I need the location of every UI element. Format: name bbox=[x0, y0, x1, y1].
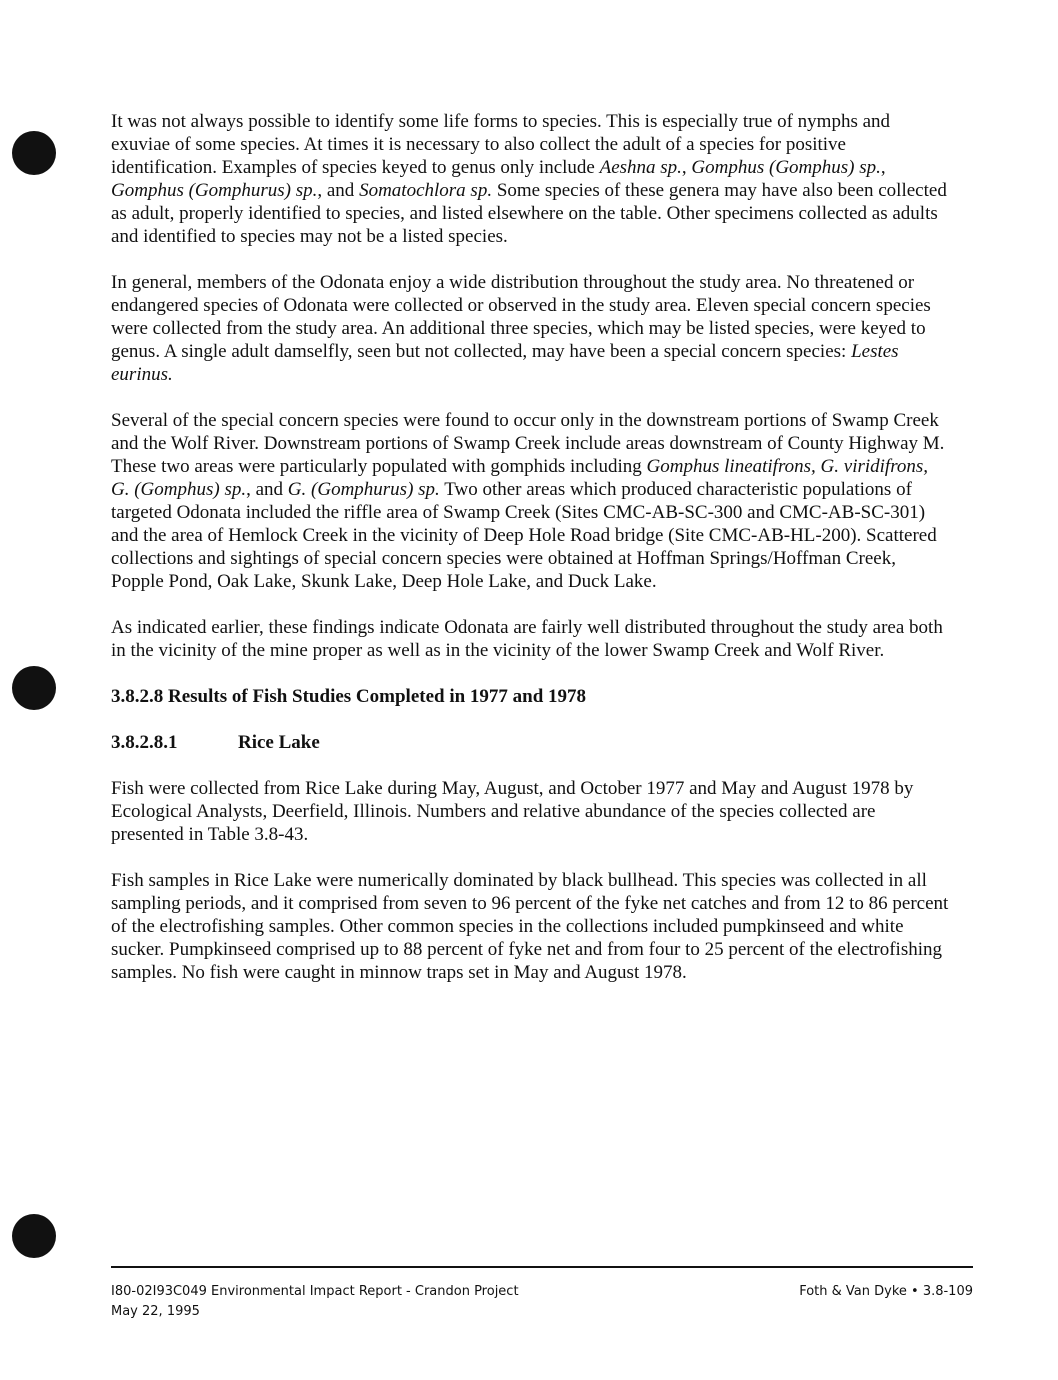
paragraph-rice-lake-collection bbox=[111, 777, 951, 846]
species-name: Aeshna sp. bbox=[599, 157, 682, 178]
subsection-number: 3.8.2.8.1 bbox=[111, 732, 178, 753]
subsection-title: Rice Lake bbox=[238, 732, 320, 753]
paragraph-special-concern-species bbox=[111, 409, 951, 593]
paragraph-findings-summary bbox=[111, 616, 951, 662]
subsection-heading bbox=[111, 731, 951, 754]
species-name: G. (Gomphurus) sp. bbox=[287, 479, 440, 500]
species-name: Gomphus lineatifrons, G. viridifrons, G. (Gomphus) sp. bbox=[111, 456, 929, 500]
paragraph-text: Fish were collected from Rice Lake during May, August, and October 1977 and May and August 1978 by Ecological Analysts, Deerfield, Illinois. Numbers and relative abundance of the species collected are presented in Table 3.8-43. bbox=[111, 778, 914, 845]
paragraph-odonata-distribution bbox=[111, 271, 951, 386]
paragraph-text: , bbox=[880, 157, 886, 178]
paragraph-text: , and bbox=[317, 180, 360, 201]
binder-hole-middle bbox=[12, 666, 56, 710]
paragraph-text: In general, members of the Odonata enjoy a wide distribution throughout the study area. No threatened or endangered species of Odonata were collected or observed in the study area. Eleven special concern species were collected from the study area. An additional three species, which may be listed species, were keyed to genus. A single adult damselfly, seen but not collected, may have been a special concern species: bbox=[111, 272, 931, 362]
species-name: Lestes eurinus. bbox=[111, 341, 899, 385]
body-text bbox=[111, 110, 951, 1007]
species-name: Gomphus (Gomphurus) sp. bbox=[111, 180, 318, 201]
binder-hole-bottom bbox=[12, 1214, 56, 1258]
paragraph-text: , and bbox=[246, 479, 288, 500]
paragraph-text: As indicated earlier, these findings indicate Odonata are fairly well distributed throughout the study area both in the vicinity of the mine proper as well as in the vicinity of the lower Swamp Creek and Wolf River. bbox=[111, 617, 943, 661]
footer-document-id: I80-02I93C049 Environmental Impact Report - Crandon Project bbox=[111, 1284, 519, 1299]
paragraph-text: It was not always possible to identify some life forms to species. This is especially true of nymphs and exuviae of some species. At times it is necessary to also collect the adult of a species for positive identification. Examples of species keyed to genus only include bbox=[111, 111, 891, 178]
footer-page-number: Foth & Van Dyke • 3.8-109 bbox=[799, 1284, 973, 1299]
paragraph-species-identification bbox=[111, 110, 951, 248]
binder-hole-top bbox=[12, 131, 56, 175]
paragraph-text: , bbox=[681, 157, 692, 178]
species-name: Gomphus (Gomphus) sp. bbox=[691, 157, 881, 178]
species-name: Somatochlora sp. bbox=[359, 180, 493, 201]
footer-left bbox=[111, 1282, 519, 1322]
paragraph-text: Some species of these genera may have also been collected as adult, properly identified to species, and listed elsewhere on the table. Other specimens collected as adults and identified to species may not be a listed species. bbox=[111, 180, 947, 247]
footer-date: May 22, 1995 bbox=[111, 1304, 200, 1319]
paragraph-text: Several of the special concern species were found to occur only in the downstream portions of Swamp Creek and the Wolf River. Downstream portions of Swamp Creek include areas downstream of County Highway M. These two areas were particularly populated with gomphids including bbox=[111, 410, 945, 477]
paragraph-text: Fish samples in Rice Lake were numerically dominated by black bullhead. This species was collected in all sampling periods, and it comprised from seven to 96 percent of the fyke net catches and from 12 to 86 percent of the electrofishing samples. Other common species in the collections included pumpkinseed and white sucker. Pumpkinseed comprised up to 88 percent of fyke net and from four to 25 percent of the electrofishing samples. No fish were caught in minnow traps set in May and August 1978. bbox=[111, 870, 949, 983]
paragraph-text: Two other areas which produced characteristic populations of targeted Odonata included the riffle area of Swamp Creek (Sites CMC-AB-SC-300 and CMC-AB-SC-301) and the area of Hemlock Creek in the vicinity of Deep Hole Road bridge (Site CMC-AB-HL-200). Scattered collections and sightings of special concern species were obtained at Hoffman Springs/Hoffman Creek, Popple Pond, Oak Lake, Skunk Lake, Deep Hole Lake, and Duck Lake. bbox=[111, 479, 937, 592]
footer-divider bbox=[111, 1266, 973, 1268]
section-heading: 3.8.2.8 Results of Fish Studies Completed in 1977 and 1978 bbox=[111, 686, 587, 707]
paragraph-rice-lake-samples bbox=[111, 869, 951, 984]
